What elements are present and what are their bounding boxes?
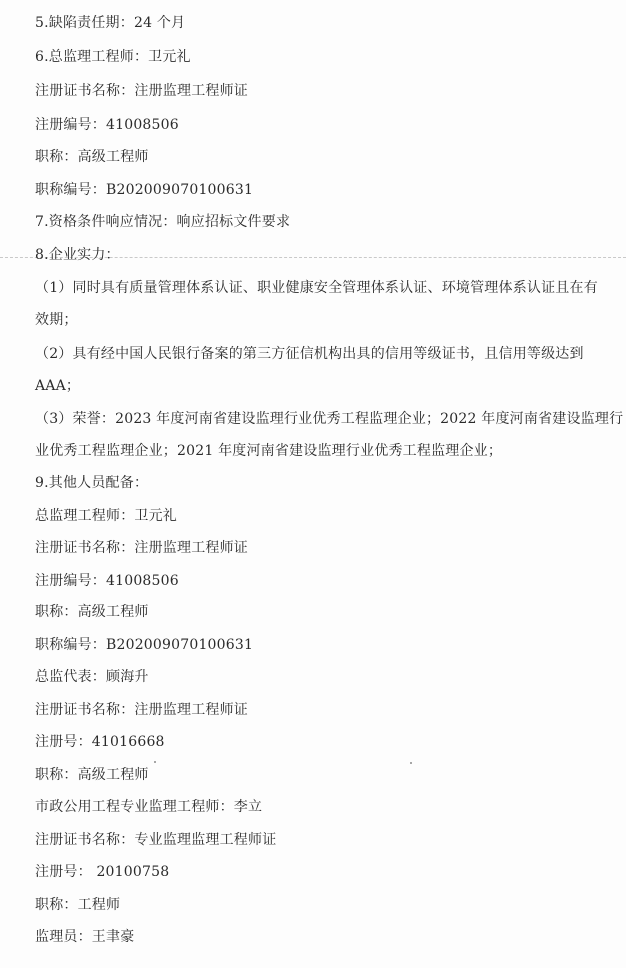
strength-item-2: （2）具有经中国人民银行备案的第三方征信机构出具的信用等级证书，且信用等级达到 [35, 346, 584, 362]
staff-chief-engineer: 总监理工程师：卫元礼 [35, 508, 177, 524]
municipal-certificate-name: 注册证书名称：专业监理监理工程师证 [35, 832, 277, 848]
staff-certificate-name: 注册证书名称：注册监理工程师证 [35, 540, 248, 556]
company-strength-heading: 8.企业实力： [35, 247, 120, 263]
registration-number: 注册编号：41008506 [35, 117, 179, 133]
deputy-job-title: 职称：高级工程师 [35, 767, 149, 783]
title-number: 职称编号：B202009070100631 [35, 182, 254, 198]
municipal-engineer: 市政公用工程专业监理工程师：李立 [35, 799, 263, 815]
defect-liability-period: 5.缺陷责任期：24 个月 [35, 15, 186, 31]
strength-item-1-cont: 效期； [35, 312, 78, 328]
supervisor: 监理员：王聿豪 [35, 929, 135, 945]
strength-item-3: （3）荣誉：2023 年度河南省建设监理行业优秀工程监理企业；2022 年度河南省建设监理行 [35, 411, 624, 427]
scan-speck [410, 762, 412, 764]
deputy-certificate-name: 注册证书名称：注册监理工程师证 [35, 702, 248, 718]
deputy-registration-number: 注册号：41016668 [35, 734, 165, 750]
qualification-response: 7.资格条件响应情况：响应招标文件要求 [35, 214, 291, 230]
job-title: 职称：高级工程师 [35, 149, 149, 165]
municipal-registration-number: 注册号： 20100758 [35, 864, 170, 880]
scan-speck [154, 761, 156, 763]
municipal-job-title: 职称：工程师 [35, 897, 121, 913]
staff-title-number: 职称编号：B202009070100631 [35, 637, 254, 653]
strength-item-2-cont: AAA； [35, 378, 81, 394]
staff-job-title: 职称：高级工程师 [35, 604, 149, 620]
strength-item-3-cont: 业优秀工程监理企业；2021 年度河南省建设监理行业优秀工程监理企业； [35, 443, 503, 459]
chief-engineer: 6.总监理工程师：卫元礼 [35, 49, 191, 65]
certificate-name: 注册证书名称：注册监理工程师证 [35, 83, 248, 99]
deputy-chief: 总监代表：顾海升 [35, 669, 149, 685]
other-staff-heading: 9.其他人员配备： [35, 475, 149, 491]
strength-item-1: （1）同时具有质量管理体系认证、职业健康安全管理体系认证、环境管理体系认证且在有 [35, 280, 598, 296]
staff-registration-number: 注册编号：41008506 [35, 573, 179, 589]
cut-off-header [0, 0, 626, 6]
